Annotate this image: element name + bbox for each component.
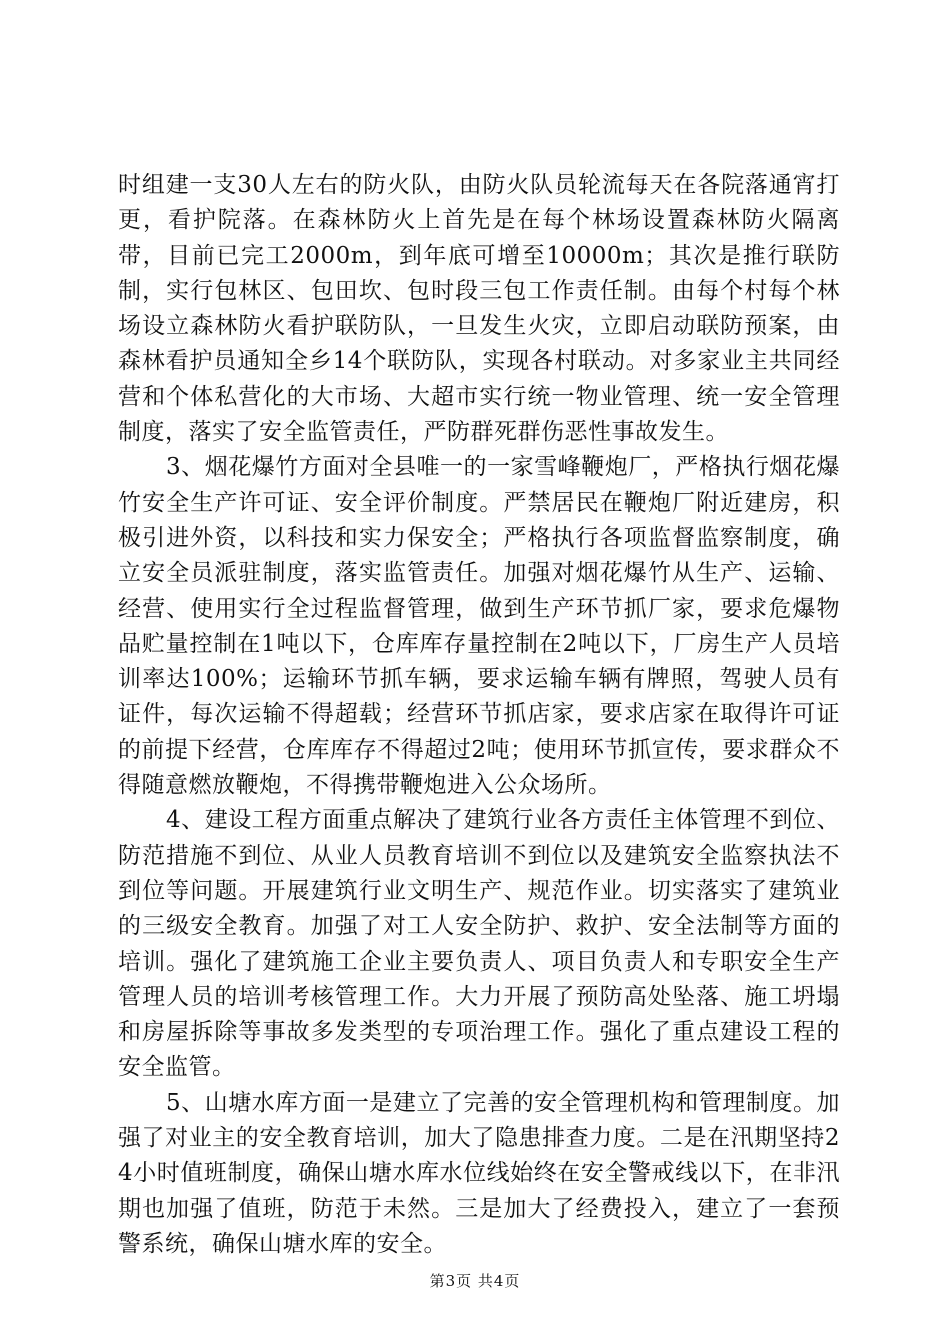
- paragraph-construction: 4、建设工程方面重点解决了建筑行业各方责任主体管理不到位、防范措施不到位、从业人员教育培训不到位以及建筑安全监察执法不到位等问题。开展建筑行业文明生产、规范作业。切实落实了建筑业的三级安全教育。加强了对工人安全防护、救护、安全法制等方面的培训。强化了建筑施工企业主要负责人、项目负责人和专职安全生产管理人员的培训考核管理工作。大力开展了预防高处坠落、施工坍塌和房屋拆除等事故多发类型的专项治理工作。强化了重点建设工程的安全监管。: [118, 807, 840, 1081]
- paragraph-reservoirs: 5、山塘水库方面一是建立了完善的安全管理机构和管理制度。加强了对业主的安全教育培训，加大了隐患排查力度。二是在汛期坚持24小时值班制度，确保山塘水库水位线始终在安全警戒线以下，在非汛期也加强了值班，防范于未然。三是加大了经费投入，建立了一套预警系统，确保山塘水库的安全。: [118, 1089, 840, 1257]
- document-body: [118, 168, 840, 1262]
- page-footer: 第3页 共4页: [429, 1272, 521, 1290]
- paragraph-fire-prevention-continued: 时组建一支30人左右的防火队，由防火队员轮流每天在各院落通宵打更，看护院落。在森林防火上首先是在每个林场设置森林防火隔离带，目前已完工2000m，到年底可增至10000m；其次是推行联防制，实行包林区、包田坎、包时段三包工作责任制。由每个村每个林场设立森林防火看护联防队，一旦发生火灾，立即启动联防预案，由森林看护员通知全乡14个联防队，实现各村联动。对多家业主共同经营和个体私营化的大市场、大超市实行统一物业管理、统一安全管理制度，落实了安全监管责任，严防群死群伤恶性事故发生。: [118, 172, 840, 446]
- paragraph-fireworks: 3、烟花爆竹方面对全县唯一的一家雪峰鞭炮厂，严格执行烟花爆竹安全生产许可证、安全评价制度。严禁居民在鞭炮厂附近建房，积极引进外资，以科技和实力保安全；严格执行各项监督监察制度，确立安全员派驻制度，落实监管责任。加强对烟花爆竹从生产、运输、经营、使用实行全过程监督管理，做到生产环节抓厂家，要求危爆物品贮量控制在1吨以下，仓库库存量控制在2吨以下，厂房生产人员培训率达100%；运输环节抓车辆，要求运输车辆有牌照，驾驶人员有证件，每次运输不得超载；经营环节抓店家，要求店家在取得许可证的前提下经营，仓库库存不得超过2吨；使用环节抓宣传，要求群众不得随意燃放鞭炮，不得携带鞭炮进入公众场所。: [118, 454, 840, 799]
